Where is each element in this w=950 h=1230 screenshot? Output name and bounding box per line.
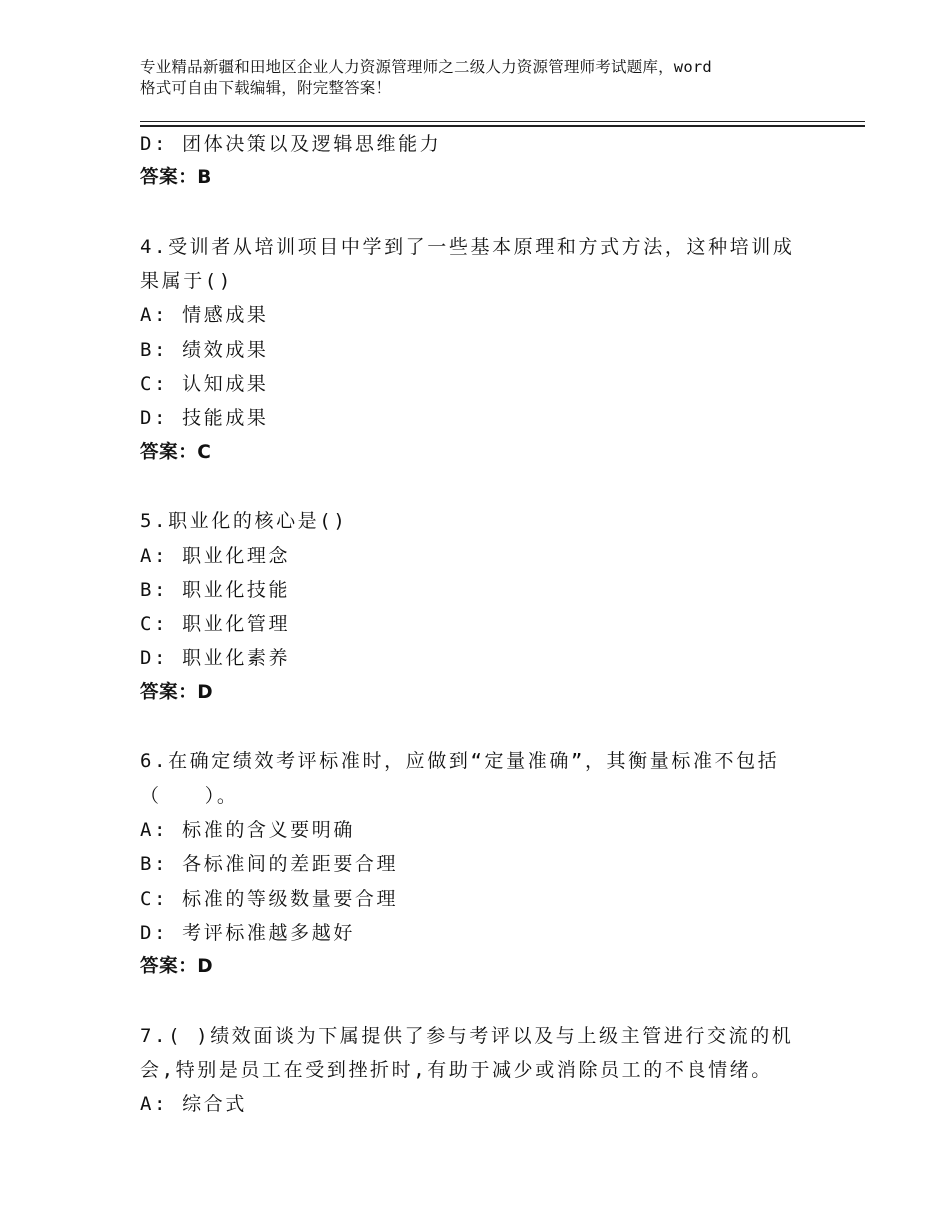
question-5 <box>140 504 840 710</box>
option-d: D: 职业化素养 <box>140 647 291 670</box>
option-a: A: 标准的含义要明确 <box>140 818 355 841</box>
question-7 <box>140 1019 840 1122</box>
question-stem-cont: 会,特别是员工在受到挫折时,有助于减少或消除员工的不良情绪。 <box>140 1059 773 1082</box>
header-line-1: 专业精品新疆和田地区企业人力资源管理师之二级人力资源管理师考试题库，word <box>140 58 712 76</box>
answer-label: 答案：D <box>140 681 214 703</box>
option-c: C: 认知成果 <box>140 373 269 396</box>
question-stem: 6.在确定绩效考评标准时，应做到“定量准确”，其衡量标准不包括 <box>140 750 780 773</box>
option-a: A: 职业化理念 <box>140 544 291 567</box>
option-b: B: 职业化技能 <box>140 578 291 601</box>
question-stem: 7.( )绩效面谈为下属提供了参与考评以及与上级主管进行交流的机 <box>140 1024 794 1047</box>
question-4 <box>140 230 840 470</box>
question-list <box>140 127 840 1122</box>
question-stem-cont: （ ）。 <box>140 784 239 807</box>
question-6 <box>140 744 840 984</box>
header-divider-thin <box>140 121 865 122</box>
option-b: B: 绩效成果 <box>140 338 269 361</box>
option-d: D: 团体决策以及逻辑思维能力 <box>140 133 442 155</box>
option-d: D: 考评标准越多越好 <box>140 921 355 944</box>
question-stem-cont: 果属于() <box>140 270 233 293</box>
answer-label: 答案：C <box>140 441 212 463</box>
question-stem: 4.受训者从培训项目中学到了一些基本原理和方式方法，这种培训成 <box>140 235 795 258</box>
question-stem: 5.职业化的核心是() <box>140 510 348 533</box>
option-b: B: 各标准间的差距要合理 <box>140 853 399 876</box>
option-a: A: 综合式 <box>140 1093 247 1116</box>
answer-label: 答案：B <box>140 167 213 189</box>
option-d: D: 技能成果 <box>140 407 269 430</box>
option-a: A: 情感成果 <box>140 304 269 327</box>
header-line-2: 格式可自由下载编辑，附完整答案！ <box>140 79 392 97</box>
answer-label: 答案：D <box>140 956 214 978</box>
document-header <box>140 57 840 99</box>
option-c: C: 标准的等级数量要合理 <box>140 887 399 910</box>
option-c: C: 职业化管理 <box>140 613 291 636</box>
